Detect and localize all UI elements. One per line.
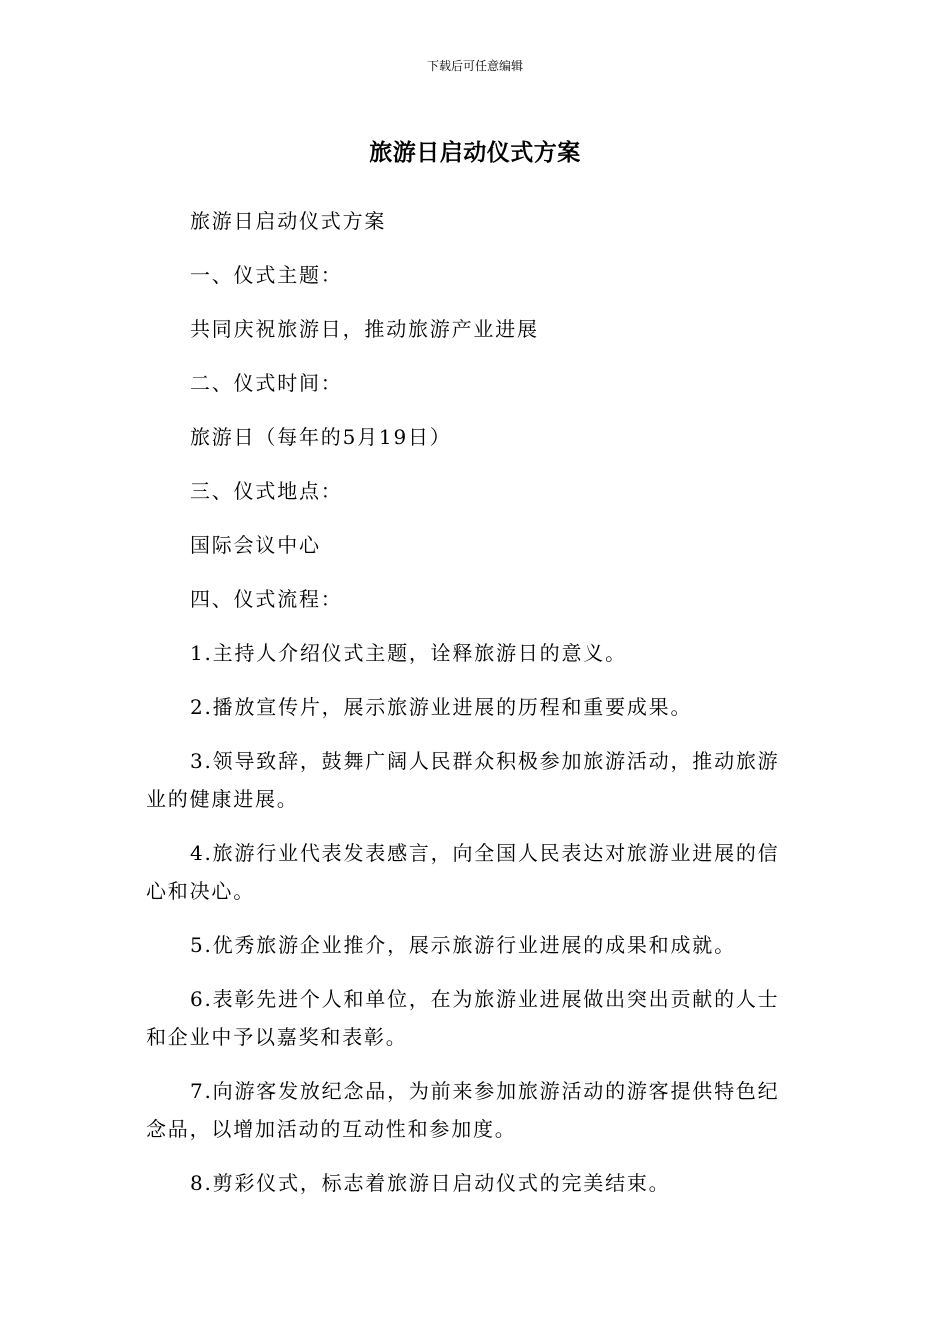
paragraph-process-step-5: 5.优秀旅游企业推介，展示旅游行业进展的成果和成就。 [190, 933, 736, 957]
paragraph-theme: 共同庆祝旅游日，推动旅游产业进展 [190, 317, 539, 341]
paragraph-time: 旅游日（每年的5月19日） [190, 425, 452, 449]
paragraph-process-step-8: 8.剪彩仪式，标志着旅游日启动仪式的完美结束。 [190, 1171, 671, 1195]
paragraph-process-step-1: 1.主持人介绍仪式主题，诠释旅游日的意义。 [190, 641, 627, 665]
paragraph-section-time-heading: 二、仪式时间： [190, 371, 343, 395]
paragraph-section-theme-heading: 一、仪式主题： [190, 263, 343, 287]
document-body [146, 202, 796, 1218]
paragraph-subtitle: 旅游日启动仪式方案 [190, 209, 387, 233]
paragraph-process-step-2: 2.播放宣传片，展示旅游业进展的历程和重要成果。 [190, 695, 693, 719]
paragraph-section-location-heading: 三、仪式地点： [190, 479, 343, 503]
paragraph-process-step-6: 6.表彰先进个人和单位，在为旅游业进展做出突出贡献的人士和企业中予以嘉奖和表彰。 [146, 987, 780, 1049]
paragraph-process-step-7: 7.向游客发放纪念品，为前来参加旅游活动的游客提供特色纪念品，以增加活动的互动性和参加度。 [146, 1079, 780, 1141]
paragraph-process-step-3: 3.领导致辞，鼓舞广阔人民群众积极参加旅游活动，推动旅游业的健康进展。 [146, 749, 780, 811]
paragraph-location: 国际会议中心 [190, 533, 321, 557]
document-title: 旅游日启动仪式方案 [369, 140, 581, 166]
header-note: 下载后可任意编辑 [426, 59, 523, 73]
paragraph-section-process-heading: 四、仪式流程： [190, 587, 343, 611]
paragraph-process-step-4: 4.旅游行业代表发表感言，向全国人民表达对旅游业进展的信心和决心。 [146, 841, 780, 903]
